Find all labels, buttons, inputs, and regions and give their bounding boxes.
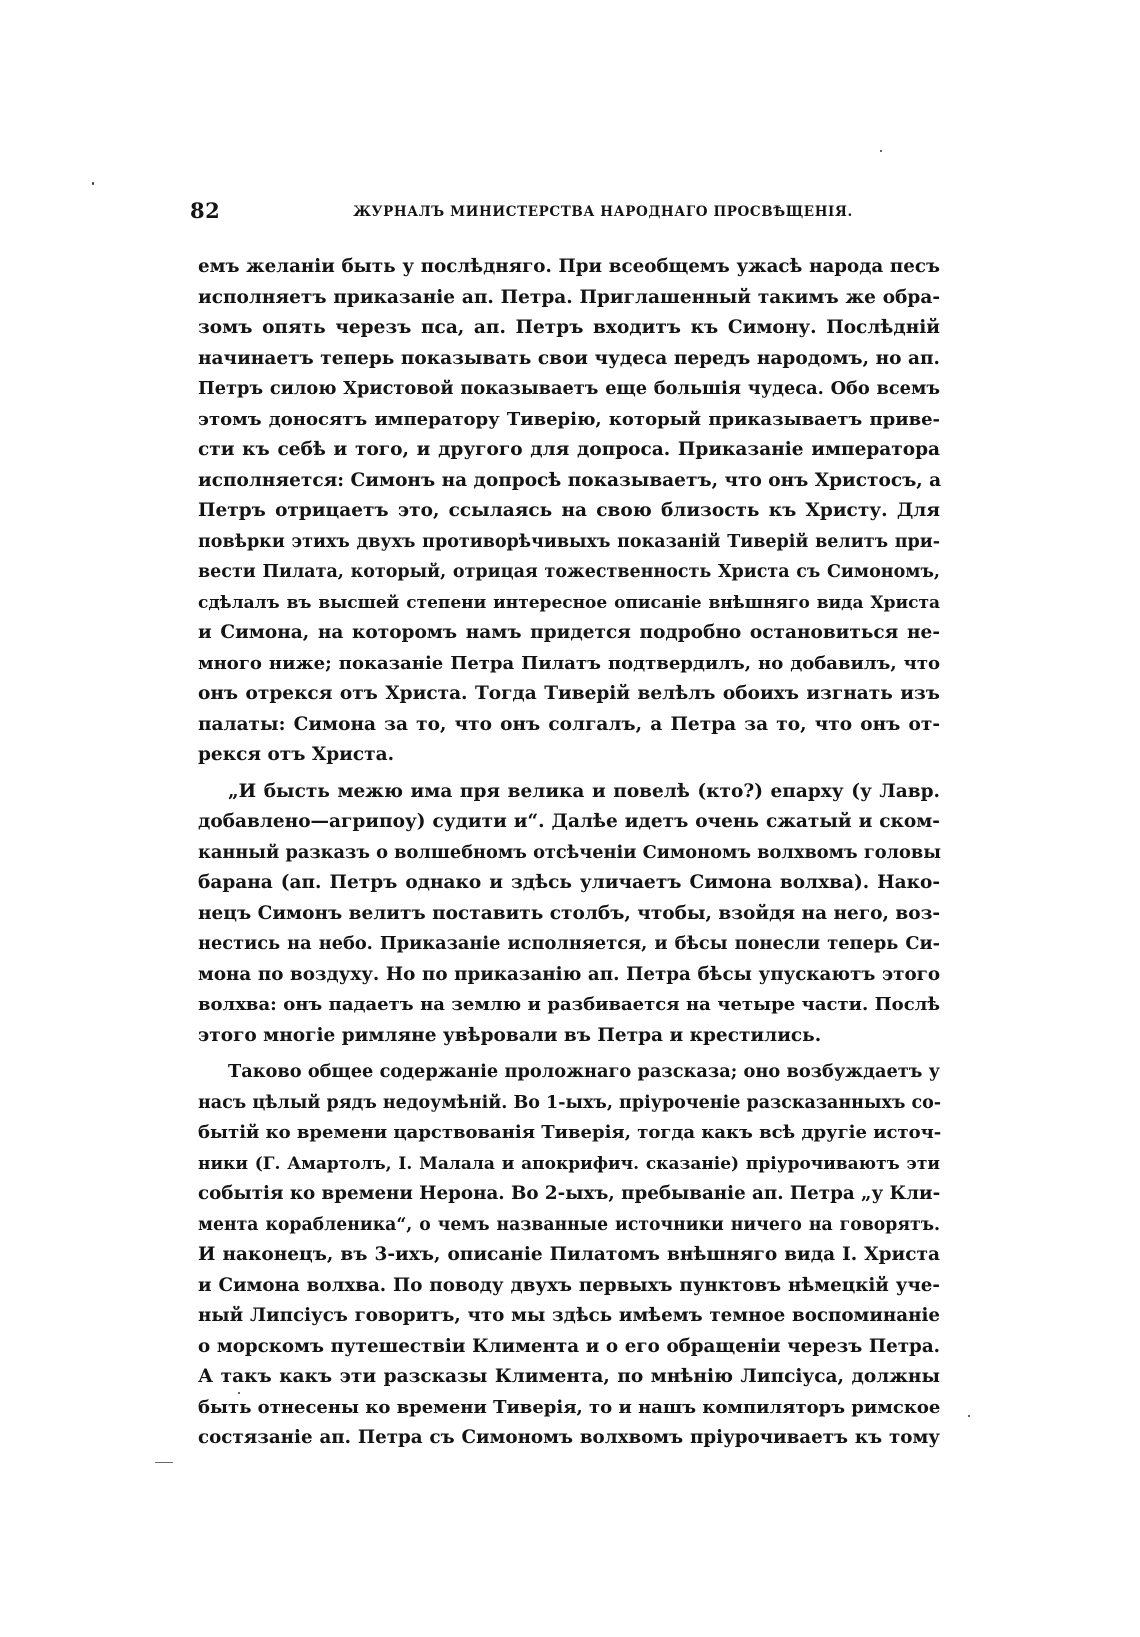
body-text bbox=[198, 252, 940, 1454]
scan-speck bbox=[880, 150, 882, 152]
text-line: насъ цѣлый рядъ недоумѣній. Во 1-ыхъ, пріуроченіе разсказанныхъ со- bbox=[198, 1092, 942, 1113]
text-line: канный разказъ о волшебномъ отсѣченіи Симономъ волхвомъ головы bbox=[198, 841, 942, 863]
text-line: емъ желаніи быть у послѣдняго. При всеобщемъ ужасѣ народа песъ bbox=[198, 256, 940, 277]
text-line: состязаніе ап. Петра съ Симономъ волхвомъ пріурочиваетъ къ тому bbox=[198, 1427, 940, 1448]
text-line: этомъ доносятъ императору Тиверію, который приказываетъ приве- bbox=[198, 408, 940, 430]
text-line: бытій ко времени царствованія Тиверія, тогда какъ всѣ другіе источ- bbox=[198, 1122, 942, 1143]
scan-speck bbox=[238, 1392, 240, 1394]
text-line: событія ко времени Нерона. Во 2-ыхъ, пребываніе ап. Петра „у Кли- bbox=[198, 1183, 941, 1204]
scan-speck bbox=[92, 182, 94, 185]
paragraph-1 bbox=[198, 252, 940, 771]
paragraph-2 bbox=[198, 777, 940, 1052]
running-title: ЖУРНАЛЪ МИНИСТЕРСТВА НАРОДНАГО ПРОСВѢЩЕНІЯ. bbox=[353, 204, 853, 220]
text-line: мента корабленика“, о чемъ названные источники ничего на говорятъ. bbox=[198, 1214, 940, 1235]
text-line: исполняетъ приказаніе ап. Петра. Приглашенный такимъ же обра- bbox=[198, 286, 940, 308]
text-line: этого многіе римляне увѣровали въ Петра и крестились. bbox=[198, 1024, 822, 1046]
text-line: исполняется: Симонъ на допросѣ показываетъ, что онъ Христосъ, а bbox=[198, 469, 942, 491]
text-line: и Симона волхва. По поводу двухъ первыхъ пунктовъ нѣмецкій уче- bbox=[198, 1274, 940, 1296]
text-line: зомъ опять черезъ пса, ап. Петръ входитъ къ Симону. Послѣдній bbox=[198, 317, 940, 338]
text-line: Петръ отрицаетъ это, ссылаясь на свою близость къ Христу. Для bbox=[198, 500, 940, 521]
text-line: повѣрки этихъ двухъ противорѣчивыхъ показаній Тиверій велитъ при- bbox=[198, 531, 940, 552]
text-line: начинаетъ теперь показывать свои чудеса передъ народомъ, но ап. bbox=[198, 347, 940, 369]
text-line: много ниже; показаніе Петра Пилатъ подтвердилъ, но добавилъ, что bbox=[198, 652, 940, 674]
text-line: сдѣлалъ въ высшей степени интересное описаніе внѣшняго вида Христа bbox=[198, 592, 940, 613]
scan-mark bbox=[155, 1462, 173, 1463]
text-line: сти къ себѣ и того, и другого для допроса. Приказаніе императора bbox=[198, 439, 940, 460]
page-header bbox=[190, 198, 945, 226]
text-line: ники (Г. Амартолъ, І. Малала и апокрифич. сказаніе) пріурочиваютъ эти bbox=[198, 1153, 940, 1174]
text-line: палаты: Симона за то, что онъ солгалъ, а Петра за то, что онъ от- bbox=[198, 713, 940, 735]
paragraph-3 bbox=[198, 1057, 940, 1454]
text-line: вести Пилата, который, отрицая тожественность Христа съ Симономъ, bbox=[198, 562, 940, 582]
text-line: барана (ап. Петръ однако и здѣсь уличаетъ Симона волхва). Нако- bbox=[198, 872, 940, 893]
text-line: волхва: онъ падаетъ на землю и разбивается на четыре части. Послѣ bbox=[198, 994, 940, 1015]
text-line: и Симона, на которомъ намъ придется подробно остановиться не- bbox=[198, 622, 940, 643]
text-line: ный Липсіусъ говоритъ, что мы здѣсь имѣемъ темное воспоминаніе bbox=[198, 1305, 940, 1326]
text-line: нестись на небо. Приказаніе исполняется, и бѣсы понесли теперь Си- bbox=[198, 933, 940, 954]
page-number: 82 bbox=[190, 198, 221, 223]
text-line: Таково общее содержаніе проложнаго разсказа; оно возбуждаетъ у bbox=[228, 1061, 940, 1082]
scan-speck bbox=[968, 1415, 970, 1417]
text-line: о морскомъ путешествіи Климента и о его обращеніи черезъ Петра. bbox=[198, 1335, 940, 1357]
text-line: быть отнесены ко времени Тиверія, то и нашъ компиляторъ римское bbox=[198, 1396, 941, 1418]
text-line: И наконецъ, въ 3-ихъ, описаніе Пилатомъ внѣшняго вида І. Христа bbox=[198, 1244, 940, 1265]
text-line: А такъ какъ эти разсказы Климента, по мнѣнію Липсіуса, должны bbox=[198, 1366, 940, 1387]
text-line: добавлено—агрипоу) судити и“. Далѣе идетъ очень сжатый и ском- bbox=[198, 811, 940, 832]
text-line: онъ отрекся отъ Христа. Тогда Тиверій велѣлъ обоихъ изгнать изъ bbox=[198, 683, 940, 704]
text-line: мона по воздуху. Но по приказанію ап. Петра бѣсы упускаютъ этого bbox=[198, 963, 940, 985]
text-line: „И бысть межю има пря велика и повелѣ (кто?) епарху (у Лавр. bbox=[228, 780, 940, 802]
text-line: нецъ Симонъ велитъ поставить столбъ, чтобы, взойдя на него, воз- bbox=[198, 902, 941, 924]
text-line: рекся отъ Христа. bbox=[198, 744, 395, 765]
text-line: Петръ силою Христовой показываетъ еще большія чудеса. Обо всемъ bbox=[198, 378, 940, 399]
